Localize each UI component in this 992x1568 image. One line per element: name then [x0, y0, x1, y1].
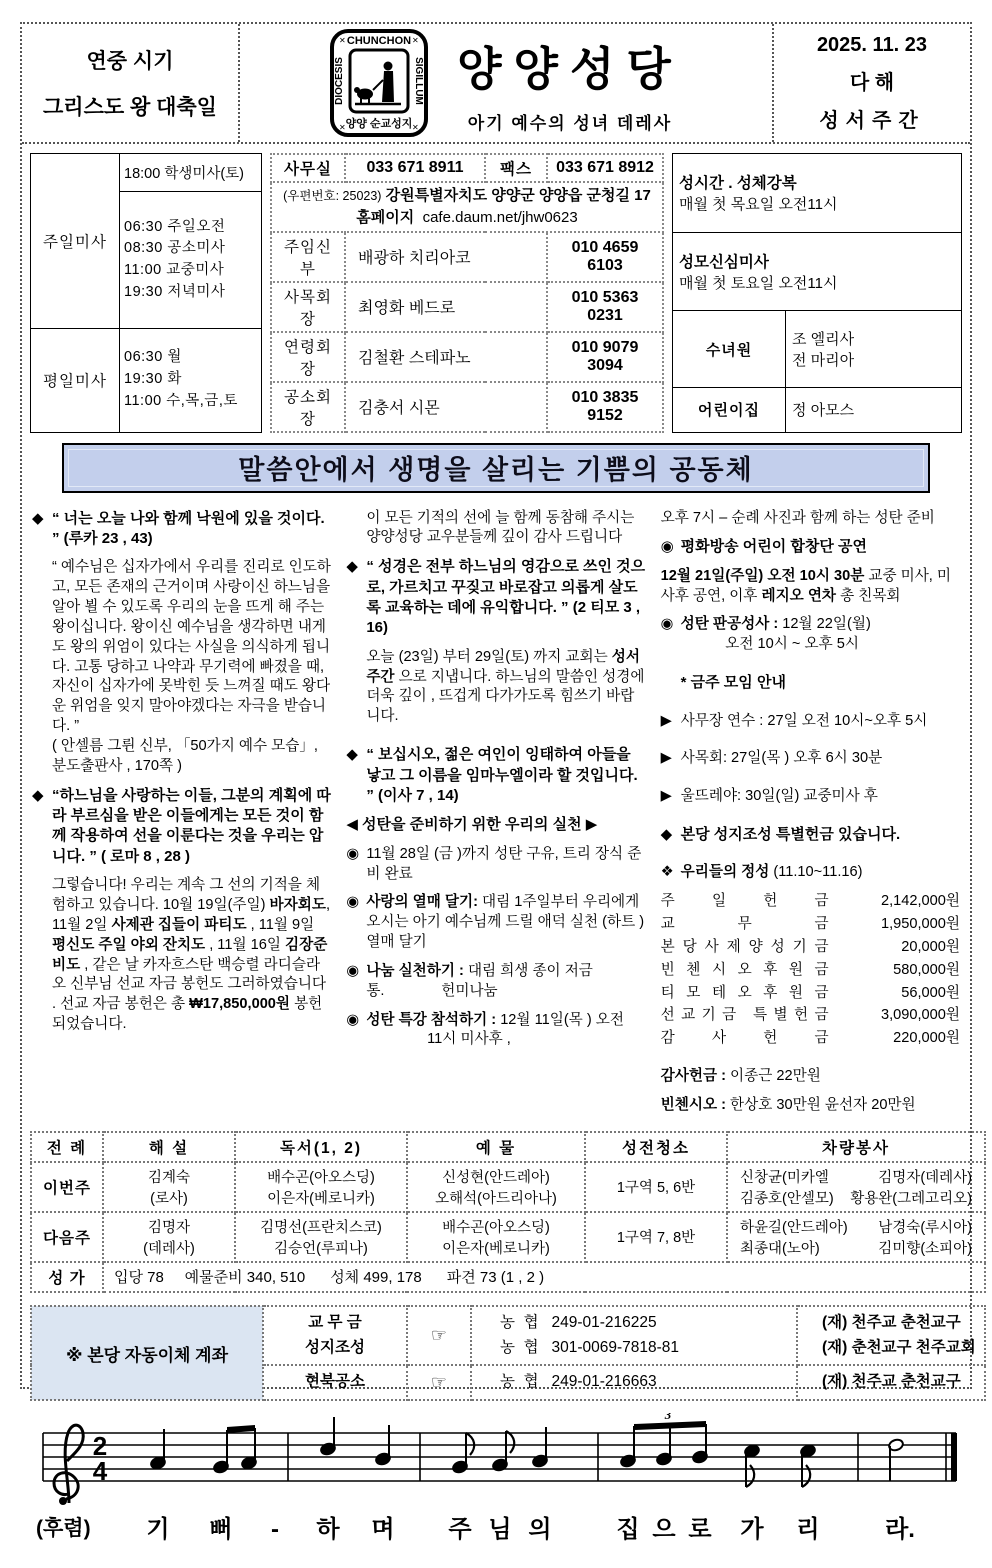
- bullet-icon: ◆: [32, 509, 44, 527]
- bullet-icon: ◉: [346, 962, 360, 979]
- staff-name: 김철환 스테파노: [345, 332, 547, 382]
- music-staff: [28, 1413, 968, 1563]
- shepherd-and-lamb-pictogram: [354, 62, 401, 105]
- text-block: ◆ “ 성경은 전부 하느님의 영감으로 쓰인 것으로, 가르치고 꾸짖고 바로잡고 의롭게 살도록 교육하는 데에 유익합니다. ” (2 티모 3 , 16): [346, 558, 646, 637]
- account-purpose: 교 무 금 성지조성: [263, 1306, 407, 1366]
- text-block: ◉ 사랑의 열매 달기: 대림 1주일부터 우리에게 오시는 아기 예수님께 드릴 애덕 실천 (하트 ) 열매 달기: [346, 894, 645, 951]
- lyric-syllable: 으: [652, 1516, 676, 1544]
- account-purpose: 현북공소: [263, 1365, 407, 1400]
- lyric-syllable: 며: [371, 1516, 395, 1544]
- bullet-icon: ◆: [346, 558, 358, 576]
- text-block: ◉ 성탄 특강 참석하기 : 12월 11일(목 ) 오전 11시 미사후 ,: [346, 1011, 624, 1048]
- bullet-icon: ◉: [660, 538, 674, 556]
- bullet-icon: ◉: [346, 845, 360, 862]
- lyric-syllable: 주: [448, 1516, 472, 1544]
- hymns-numbers: 입당 78 예물준비 340, 510 성체 499, 178 파견 73 (1 , 2 ): [103, 1262, 985, 1292]
- bullet-icon: ◆: [32, 786, 44, 804]
- text-block: 이 모든 기적의 선에 늘 함께 동참해 주시는 양양성당 교우분들께 깊이 감사 드립니다: [366, 509, 635, 546]
- text-block: ◀ 성탄을 준비하기 위한 우리의 실천 ▶: [346, 816, 598, 834]
- bank-accounts-table: [30, 1305, 986, 1401]
- donation-row: 티 모 테 오 후 원 금 56,000원: [660, 984, 960, 1001]
- staff-name: 배광하 치리아코: [345, 232, 547, 282]
- roster-header: 전 례: [31, 1132, 103, 1162]
- text-block: ◉ 나눔 실천하기 : 대림 희생 종이 저금통. 헌미나눔: [346, 962, 593, 999]
- saturday-mass-time: 18:00 학생미사(토): [120, 154, 262, 192]
- season-line2: 그리스도 왕 대축일: [43, 95, 217, 119]
- staff-role: 사목회장: [271, 282, 345, 332]
- staff-row: [271, 232, 663, 282]
- daycare-label: 어린이집: [673, 388, 786, 432]
- staff-row: [271, 382, 663, 432]
- fax-label: 팩스: [485, 154, 547, 182]
- roster-cell: 배수곤(아오스딩) 이은자(베로니카): [235, 1162, 407, 1212]
- bullet-icon: ◆: [346, 746, 358, 764]
- text-block: 오늘 (23일) 부터 29일(토) 까지 교회는 성서주간 으로 지냅니다. 하느님의 말씀인 성경에 더욱 깊이 , 뜨겁게 다가가도록 힘쓰기 바랍니다.: [366, 648, 645, 725]
- donation-row: 본 당 사 제 양 성 기 금 20,000원: [660, 938, 960, 955]
- roster-header: 차량봉사: [727, 1132, 985, 1162]
- donation-row: 교 무 금 1,950,000원: [660, 916, 960, 933]
- marian-mass-time: 매월 첫 토요일 오전11시: [679, 275, 838, 292]
- daycare-teacher: 정 아모스: [786, 388, 962, 432]
- svg-text:✕: ✕: [339, 36, 346, 45]
- lyric-syllable: 로: [688, 1516, 712, 1544]
- staff-role: 공소회장: [271, 382, 345, 432]
- text-block: ◆ 본당 성지조성 특별헌금 있습니다.: [661, 825, 960, 845]
- roster-table: [30, 1131, 986, 1293]
- lyric-syllable: 리: [796, 1516, 820, 1544]
- auto-transfer-label: ※ 본당 자동이체 계좌: [31, 1306, 263, 1400]
- donation-row: 주 일 헌 금 2,142,000원: [660, 893, 960, 910]
- roster-cell: 배수곤(아오스딩) 이은자(베로니카): [407, 1212, 585, 1262]
- roster-cell: 김명선(프란치스코) 김승언(루피나): [235, 1212, 407, 1262]
- roster-cell: 신성현(안드레아) 오해석(아드리아나): [407, 1162, 585, 1212]
- weekday-mass-times: 06:30 월 19:30 화 11:00 수,목,금,토: [120, 328, 262, 432]
- bullet-icon: ❖: [660, 864, 674, 881]
- title-block: [457, 33, 683, 134]
- roster-week-label: 이번주: [31, 1162, 103, 1212]
- refrain-label: (후렴): [36, 1517, 91, 1541]
- liturgical-week: 성서주간: [819, 109, 925, 132]
- account-holders: (재) 천주교 춘천교구 (재) 춘천교구 천주교회: [797, 1306, 985, 1366]
- staff-row: [271, 332, 663, 382]
- office-label: 사무실: [271, 154, 345, 182]
- lyric-syllable: 가: [740, 1516, 764, 1544]
- address: 강원특별자치도 양양군 양양읍 군청길 17: [385, 187, 651, 204]
- roster-head: [31, 1132, 985, 1162]
- bullet-icon: ◉: [660, 616, 674, 633]
- text-block: ◉ 평화방송 어린이 합창단 공연: [661, 537, 960, 557]
- roster-vehicle-cell: 신창균(미카엘 김명자(데레사) 김종호(안셀모) 황용완(그레고리오): [727, 1162, 985, 1212]
- staff-role: 연령회장: [271, 332, 345, 382]
- roster-header: 해 설: [103, 1132, 235, 1162]
- svg-text:4: 4: [92, 1456, 108, 1487]
- body-column-2: [346, 509, 645, 1125]
- bullet-icon: ▶: [660, 750, 672, 767]
- staff-row: [271, 282, 663, 332]
- holy-hour-time: 매월 첫 목요일 오전11시: [679, 196, 838, 214]
- donation-row: 선 교 기 금 특 별 헌 금 3,090,000원: [660, 1007, 960, 1024]
- text-block: 12월 21일(주일) 오전 10시 30분 교중 미사, 미사후 공연, 이후 레지오 연차 총 친목회: [660, 567, 952, 604]
- account-numbers: 농 협 249-01-216225 농 협 301-0069-7818-81: [471, 1306, 797, 1366]
- address-cell: [271, 182, 663, 232]
- convent-label: 수녀원: [673, 311, 786, 388]
- roster-cell: 김명자 (데레사): [103, 1212, 235, 1262]
- body-columns: [22, 501, 970, 1127]
- sheet-music: [28, 1413, 964, 1568]
- staff-role: 주임신부: [271, 232, 345, 282]
- text-block: ▶ 울뜨레야: 30일(일) 교중미사 후: [661, 787, 960, 807]
- text-block: ▶ 사무장 연수 : 27일 오전 10시~오후 5시: [661, 712, 960, 732]
- marian-mass-title: 성모신심미사: [679, 254, 769, 271]
- season-line1: 연중 시기: [86, 50, 174, 74]
- bullet-icon: ◉: [346, 894, 360, 911]
- liturgical-season: [22, 24, 240, 142]
- svg-text:✕: ✕: [412, 36, 419, 45]
- lyric-syllable: 의: [528, 1516, 552, 1544]
- donation-row: 빈 첸 시 오 후 원 금 580,000원: [660, 961, 960, 978]
- svg-text:✕: ✕: [339, 123, 346, 132]
- text-block: ◆ “ 보십시오, 젊은 여인이 잉태하여 아들을 낳고 그 이름을 임마누엘이라 할 것입니다. ” (이사 7 , 14): [346, 746, 638, 804]
- donation-list: [661, 892, 960, 1049]
- diocese-seal-logo: [329, 28, 429, 138]
- text-block: ❖ 우리들의 정성 (11.10~11.16): [661, 863, 960, 883]
- lyric-syllable: 하: [316, 1516, 340, 1544]
- church-subtitle: 아기 예수의 성녀 데레사: [467, 113, 673, 133]
- info-section: [22, 144, 970, 439]
- bank-row: [31, 1306, 985, 1366]
- weekday-mass-label: 평일미사: [31, 328, 120, 432]
- pointing-hand-icon: ☞: [407, 1365, 471, 1400]
- roster-header: 예 물: [407, 1132, 585, 1162]
- text-block: 감사헌금 : 이종근 22만원: [660, 1068, 821, 1085]
- holy-hour-cell: [673, 154, 962, 233]
- lyric-syllable: 님: [488, 1516, 512, 1544]
- homepage-url: cafe.daum.net/jhw0623: [422, 208, 578, 226]
- roster-row: [31, 1212, 985, 1262]
- account-numbers: 농 협 249-01-216663: [471, 1365, 797, 1400]
- marian-mass-cell: [673, 232, 962, 311]
- text-block: ◉ 11월 28일 (금 )까지 성탄 구유, 트리 장식 준비 완료: [346, 845, 642, 882]
- hymns-label: 성 가: [31, 1262, 103, 1292]
- svg-text:CHUNCHON: CHUNCHON: [347, 35, 412, 47]
- svg-text:SIGILLUM: SIGILLUM: [413, 57, 425, 105]
- svg-text:DIOCESIS: DIOCESIS: [334, 57, 346, 105]
- text-block: ◆ “ 너는 오늘 나와 함께 낙원에 있을 것이다. ” (루카 23 , 43): [32, 509, 325, 547]
- homepage-label: 홈페이지: [356, 208, 415, 226]
- bullet-icon: ▶: [660, 712, 672, 729]
- roster-body: [31, 1162, 985, 1292]
- lyric-syllable: 뻐: [209, 1516, 233, 1544]
- convent-sisters: 조 엘리사 전 마리아: [786, 311, 962, 388]
- roster-header: 독서(1, 2): [235, 1132, 407, 1162]
- header: [22, 24, 970, 144]
- header-center: [240, 24, 772, 142]
- roster-cell: 1구역 7, 8반: [585, 1212, 727, 1262]
- sunday-mass-label: 주일미사: [31, 154, 120, 329]
- body-column-3: [661, 509, 960, 1125]
- staff-phone: 010 9079 3094: [547, 332, 663, 382]
- lyric-syllable: 라.: [885, 1516, 915, 1544]
- lyric-syllable: 기: [146, 1516, 170, 1544]
- text-block: 빈첸시오 : 한상호 30만원 윤선자 20만원: [660, 1097, 916, 1114]
- roster-cell: 김계숙 (로사): [103, 1162, 235, 1212]
- roster-header: 성전청소: [585, 1132, 727, 1162]
- pointing-hand-icon: ☞: [407, 1306, 471, 1366]
- donation-row: 감 사 헌 금 220,000원: [660, 1030, 960, 1047]
- holy-hour-title: 성시간 . 성체강복: [679, 175, 797, 193]
- text-block: “ 예수님은 십자가에서 우리를 진리로 인도하고, 모든 존재의 근거이며 사랑이신 하느님을 알아 뵐 수 있도록 우리의 눈을 뜨게 해 주는 왕이십니다. 왕이신 예수님을 생각하면 내게도 왕의 위엄이 있다는 사실을 의식하게 됩니다. 고통 당하고 나약과 무기력에 빠졌을 때, 자신이 십자가에 못박힌 듯 느껴질 때도 왕다운 위엄을 잊지 말아야겠다는 자극을 받습니다. ” ( 안셀름 그륀 신부, 「50가지 예수 모습」, 분도출판사 , 170쪽 ): [52, 559, 331, 774]
- staff-phone: 010 5363 0231: [547, 282, 663, 332]
- svg-text:양양 순교성지: 양양 순교성지: [345, 118, 413, 130]
- body-column-1: [32, 509, 331, 1125]
- roster-cell: 1구역 5, 6반: [585, 1162, 727, 1212]
- roster-vehicle-cell: 하윤길(안드레아) 남경숙(루시아) 최종대(노아) 김미향(소피아): [727, 1212, 985, 1262]
- date-block: [772, 24, 970, 142]
- bullet-icon: ▶: [660, 788, 672, 805]
- bulletin-page: [20, 22, 976, 1544]
- fax-phone: 033 671 8912: [547, 154, 663, 182]
- sunday-mass-times: 06:30 주일오전 08:30 공소미사 11:00 교중미사 19:30 저녁미사: [120, 192, 262, 328]
- svg-text:3: 3: [664, 1413, 672, 1423]
- contact-table: [270, 153, 664, 433]
- text-block: * 금주 모임 안내: [680, 674, 786, 692]
- roster-row: [31, 1162, 985, 1212]
- office-phone: 033 671 8911: [345, 154, 485, 182]
- text-block: ◉ 성탄 판공성사 : 12월 22일(월) 오전 10시 ~ 오후 5시: [660, 616, 871, 653]
- text-block: 그렇습니다! 우리는 계속 그 선의 기적을 체험하고 있습니다. 10월 19일(주일) 바자회도, 11월 2일 사제관 집들이 파티도 , 11월 9일 평신도 주일 야외 잔치도 , 11월 16일 김장준비도 , 같은 날 카자흐스탄 백승렬 라디슬라오 신부님 선교 자금 봉헌도 그러하였습니다 . 선교 자금 봉헌은 총 ₩17,850,000원 봉헌 되었습니다.: [52, 877, 330, 1033]
- text-block: ▶ 사목회: 27일(목 ) 오후 6시 30분: [661, 749, 960, 769]
- account-holders: (재) 천주교 춘천교구: [797, 1365, 985, 1400]
- postal-code: (우편번호: 25023): [283, 189, 382, 203]
- mass-times-table: [30, 153, 262, 433]
- bullet-icon: ◆: [660, 826, 673, 844]
- bullet-icon: ◉: [346, 1011, 360, 1028]
- staff-phone: 010 4659 6103: [547, 232, 663, 282]
- text-block: 오후 7시 – 순례 사진과 함께 하는 성탄 준비: [660, 509, 935, 526]
- svg-text:2: 2: [92, 1431, 108, 1462]
- lyric-syllable: 집: [616, 1516, 640, 1544]
- devotions-table: [672, 153, 962, 433]
- text-block: ◆ “하느님을 사랑하는 이들, 그분의 계획에 따라 부르심을 받은 이들에게는 모든 것이 함께 작용하여 선을 이룬다는 것을 우리는 압니다. ” ( 로마 8 , 28 ): [32, 786, 331, 865]
- roster-week-label: 다음주: [31, 1212, 103, 1262]
- lyric-syllable: -: [271, 1516, 279, 1544]
- svg-text:✕: ✕: [412, 123, 419, 132]
- liturgical-cycle: 다 해: [849, 71, 895, 94]
- church-title: 양양성당: [457, 42, 683, 95]
- staff-name: 최영화 베드로: [345, 282, 547, 332]
- bulletin-date: 2025. 11. 23: [816, 33, 928, 56]
- staff-name: 김충서 시몬: [345, 382, 547, 432]
- hymns-row: [31, 1262, 985, 1292]
- staff-phone: 010 3835 9152: [547, 382, 663, 432]
- motto-banner: 말씀안에서 생명을 살리는 기쁨의 공동체: [62, 443, 930, 493]
